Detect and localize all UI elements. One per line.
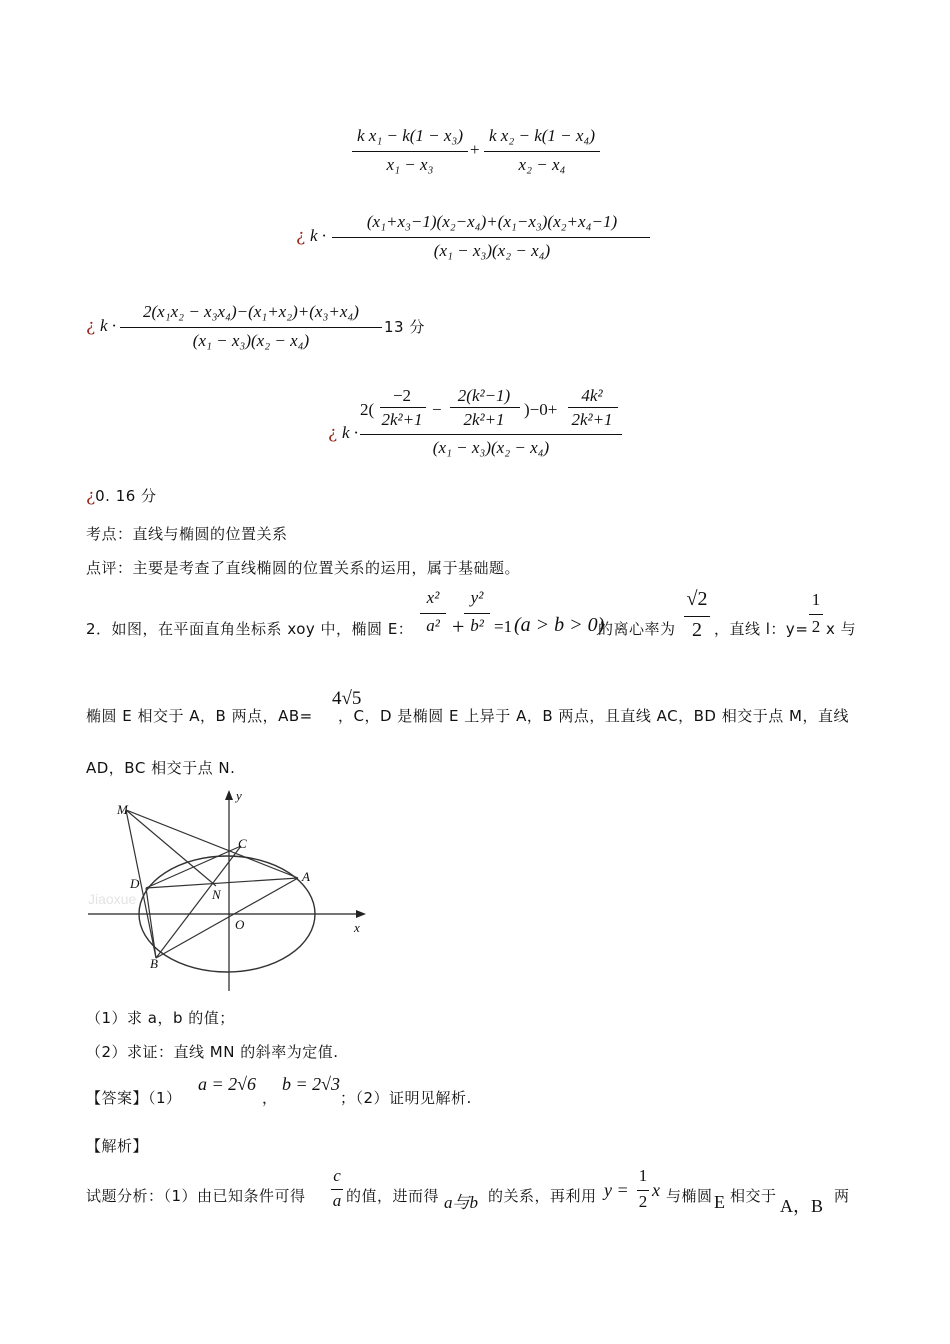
- analysis-text: 相交于: [730, 1187, 777, 1205]
- fraction-denominator: (x₁ − x₃)(x₂ − x₄): [192, 331, 310, 350]
- jiexi-heading: 【解析】: [86, 1137, 149, 1155]
- fraction-denominator: 2: [811, 617, 821, 636]
- inner-fraction-bar: [450, 407, 520, 408]
- label-y: y: [236, 788, 242, 803]
- score-label: 13 分: [384, 318, 425, 336]
- fraction-bar: [809, 614, 823, 615]
- fraction-bar: [420, 613, 446, 614]
- result-text: 0. 16 分: [95, 487, 157, 505]
- problem-text: ，直线 l：y=: [714, 620, 809, 638]
- problem2-line-2: [86, 686, 866, 726]
- derivation-line-3: [86, 300, 426, 355]
- label-N: N: [212, 887, 221, 902]
- derivation-line-4: [328, 384, 628, 464]
- answer-b-value: b = 2√3: [282, 1074, 341, 1094]
- label-C: C: [238, 836, 247, 851]
- fraction-numerator: 1: [811, 590, 821, 609]
- garbled-char: ¿: [86, 316, 96, 336]
- answer-comma: ，: [262, 1089, 278, 1107]
- fraction-bar: [360, 434, 622, 435]
- fraction-numerator: (x₁+x₃−1)(x₂−x₄)+(x₁−x₃)(x₂+x₄−1): [366, 212, 618, 231]
- y-axis-arrow: [225, 790, 233, 800]
- label-O: O: [235, 917, 245, 932]
- analysis-line: [86, 1166, 866, 1218]
- problem2-line-1: [86, 586, 866, 648]
- k-factor: k ·: [100, 316, 117, 335]
- label-M: M: [117, 802, 128, 817]
- line-x: x: [652, 1180, 660, 1200]
- label-x: x: [354, 920, 360, 935]
- fraction-numerator: 2(x₁x₂ − x₃x₄)−(x₁+x₂)+(x₃+x₄): [143, 302, 359, 321]
- ellipse-E: E: [714, 1192, 725, 1212]
- minus-sign: −: [432, 400, 442, 419]
- fraction-denominator: 2: [638, 1192, 648, 1211]
- fraction-denominator: a: [332, 1191, 342, 1210]
- garbled-char: ¿: [86, 486, 96, 506]
- derivation-line-5: [86, 486, 157, 506]
- problem2-line-3: AD，BC 相交于点 N.: [86, 759, 236, 777]
- inner-fraction-bar: [380, 407, 426, 408]
- ellipse-figure: [86, 786, 376, 996]
- dianping-text: 点评：主要是考查了直线椭圆的位置关系的运用，属于基础题。: [86, 559, 521, 577]
- fraction-denominator: (x₁ − x₃)(x₂ − x₄): [433, 241, 551, 260]
- watermark-text: Jiaoxue: [88, 891, 137, 907]
- fraction-bar: [684, 616, 710, 617]
- numerator-middle: )−0+: [524, 400, 558, 419]
- fraction-denominator: 2: [692, 619, 702, 641]
- analysis-text: 试题分析：（1）由已知条件可得: [86, 1187, 306, 1205]
- a-and-b: a与b: [444, 1193, 478, 1212]
- fraction-bar: [120, 327, 382, 328]
- answer-line: [86, 1070, 786, 1110]
- plus-sign: +: [452, 614, 465, 639]
- fraction-denominator: b²: [470, 616, 484, 635]
- fraction-bar: [484, 151, 600, 152]
- ab-length: 4√5: [332, 688, 362, 709]
- answer-a-value: a = 2√6: [198, 1074, 257, 1094]
- line-y-eq: y =: [604, 1180, 629, 1200]
- inner-fraction-num: 4k²: [581, 386, 603, 405]
- derivation-line-1: [350, 126, 610, 181]
- k-factor: k ·: [310, 226, 327, 245]
- fraction-bar: [331, 1189, 343, 1190]
- label-B: B: [150, 956, 158, 971]
- fraction-bar: [464, 613, 490, 614]
- answer-label: 【答案】（1）: [86, 1089, 182, 1107]
- fraction-numerator: √2: [686, 588, 708, 610]
- kaodian-text: 考点：直线与椭圆的位置关系: [86, 525, 288, 543]
- garbled-char: ¿: [296, 226, 306, 246]
- k-factor: k ·: [342, 423, 359, 442]
- plus-sign: +: [470, 140, 480, 159]
- problem-text: 椭圆 E 相交于 A，B 两点，AB=: [86, 707, 313, 725]
- fraction-numerator: k x₂ − k(1 − x₄): [488, 126, 596, 145]
- analysis-text: 的关系，再利用: [488, 1187, 597, 1205]
- problem-text: ，C，D 是椭圆 E 上异于 A，B 两点，且直线 AC，BD 相交于点 M，直线: [338, 707, 849, 725]
- numerator-lead: 2(: [360, 400, 375, 419]
- fraction-denominator: x₂ − x₄: [518, 155, 566, 174]
- inner-fraction-bar: [568, 407, 618, 408]
- fraction-bar: [352, 151, 468, 152]
- fraction-numerator: k x₁ − k(1 − x₃): [356, 126, 464, 145]
- inner-fraction-den: 2k²+1: [381, 410, 423, 429]
- problem-text: x 与: [826, 620, 857, 638]
- inner-fraction-num: 2(k²−1): [457, 386, 511, 405]
- question-1: （1）求 a，b 的值；: [86, 1009, 235, 1027]
- fraction-numerator: y²: [470, 588, 484, 607]
- fraction-numerator: c: [333, 1166, 341, 1185]
- fraction-numerator: x²: [426, 588, 440, 607]
- fraction-bar: [332, 237, 650, 238]
- garbled-char: ¿: [328, 423, 338, 443]
- fraction-denominator: x₁ − x₃: [386, 155, 434, 174]
- fraction-denominator: (x₁ − x₃)(x₂ − x₄): [432, 438, 550, 457]
- x-axis-arrow: [356, 910, 366, 918]
- fraction-numerator: 1: [638, 1166, 648, 1185]
- inner-fraction-den: 2k²+1: [571, 410, 613, 429]
- derivation-line-2: [296, 210, 656, 265]
- label-D: D: [130, 876, 140, 891]
- label-A: A: [302, 869, 310, 884]
- question-2: （2）求证：直线 MN 的斜率为定值.: [86, 1043, 339, 1061]
- analysis-text: 的值，进而得: [346, 1187, 440, 1205]
- analysis-text: 两: [834, 1187, 850, 1205]
- points-AB: A，B: [780, 1196, 824, 1216]
- answer-rest: ；（2）证明见解析.: [340, 1089, 472, 1107]
- fraction-bar: [637, 1190, 649, 1191]
- problem-text: 2．如图，在平面直角坐标系 xoy 中，椭圆 E：: [86, 620, 414, 638]
- inner-fraction-num: −2: [392, 386, 412, 405]
- equals-one: =1: [494, 617, 513, 636]
- analysis-text: 与椭圆: [666, 1187, 713, 1205]
- inner-fraction-den: 2k²+1: [463, 410, 505, 429]
- problem-text: 的离心率为: [598, 620, 676, 638]
- ellipse-condition: (a > b > 0): [514, 614, 605, 636]
- fraction-denominator: a²: [426, 616, 440, 635]
